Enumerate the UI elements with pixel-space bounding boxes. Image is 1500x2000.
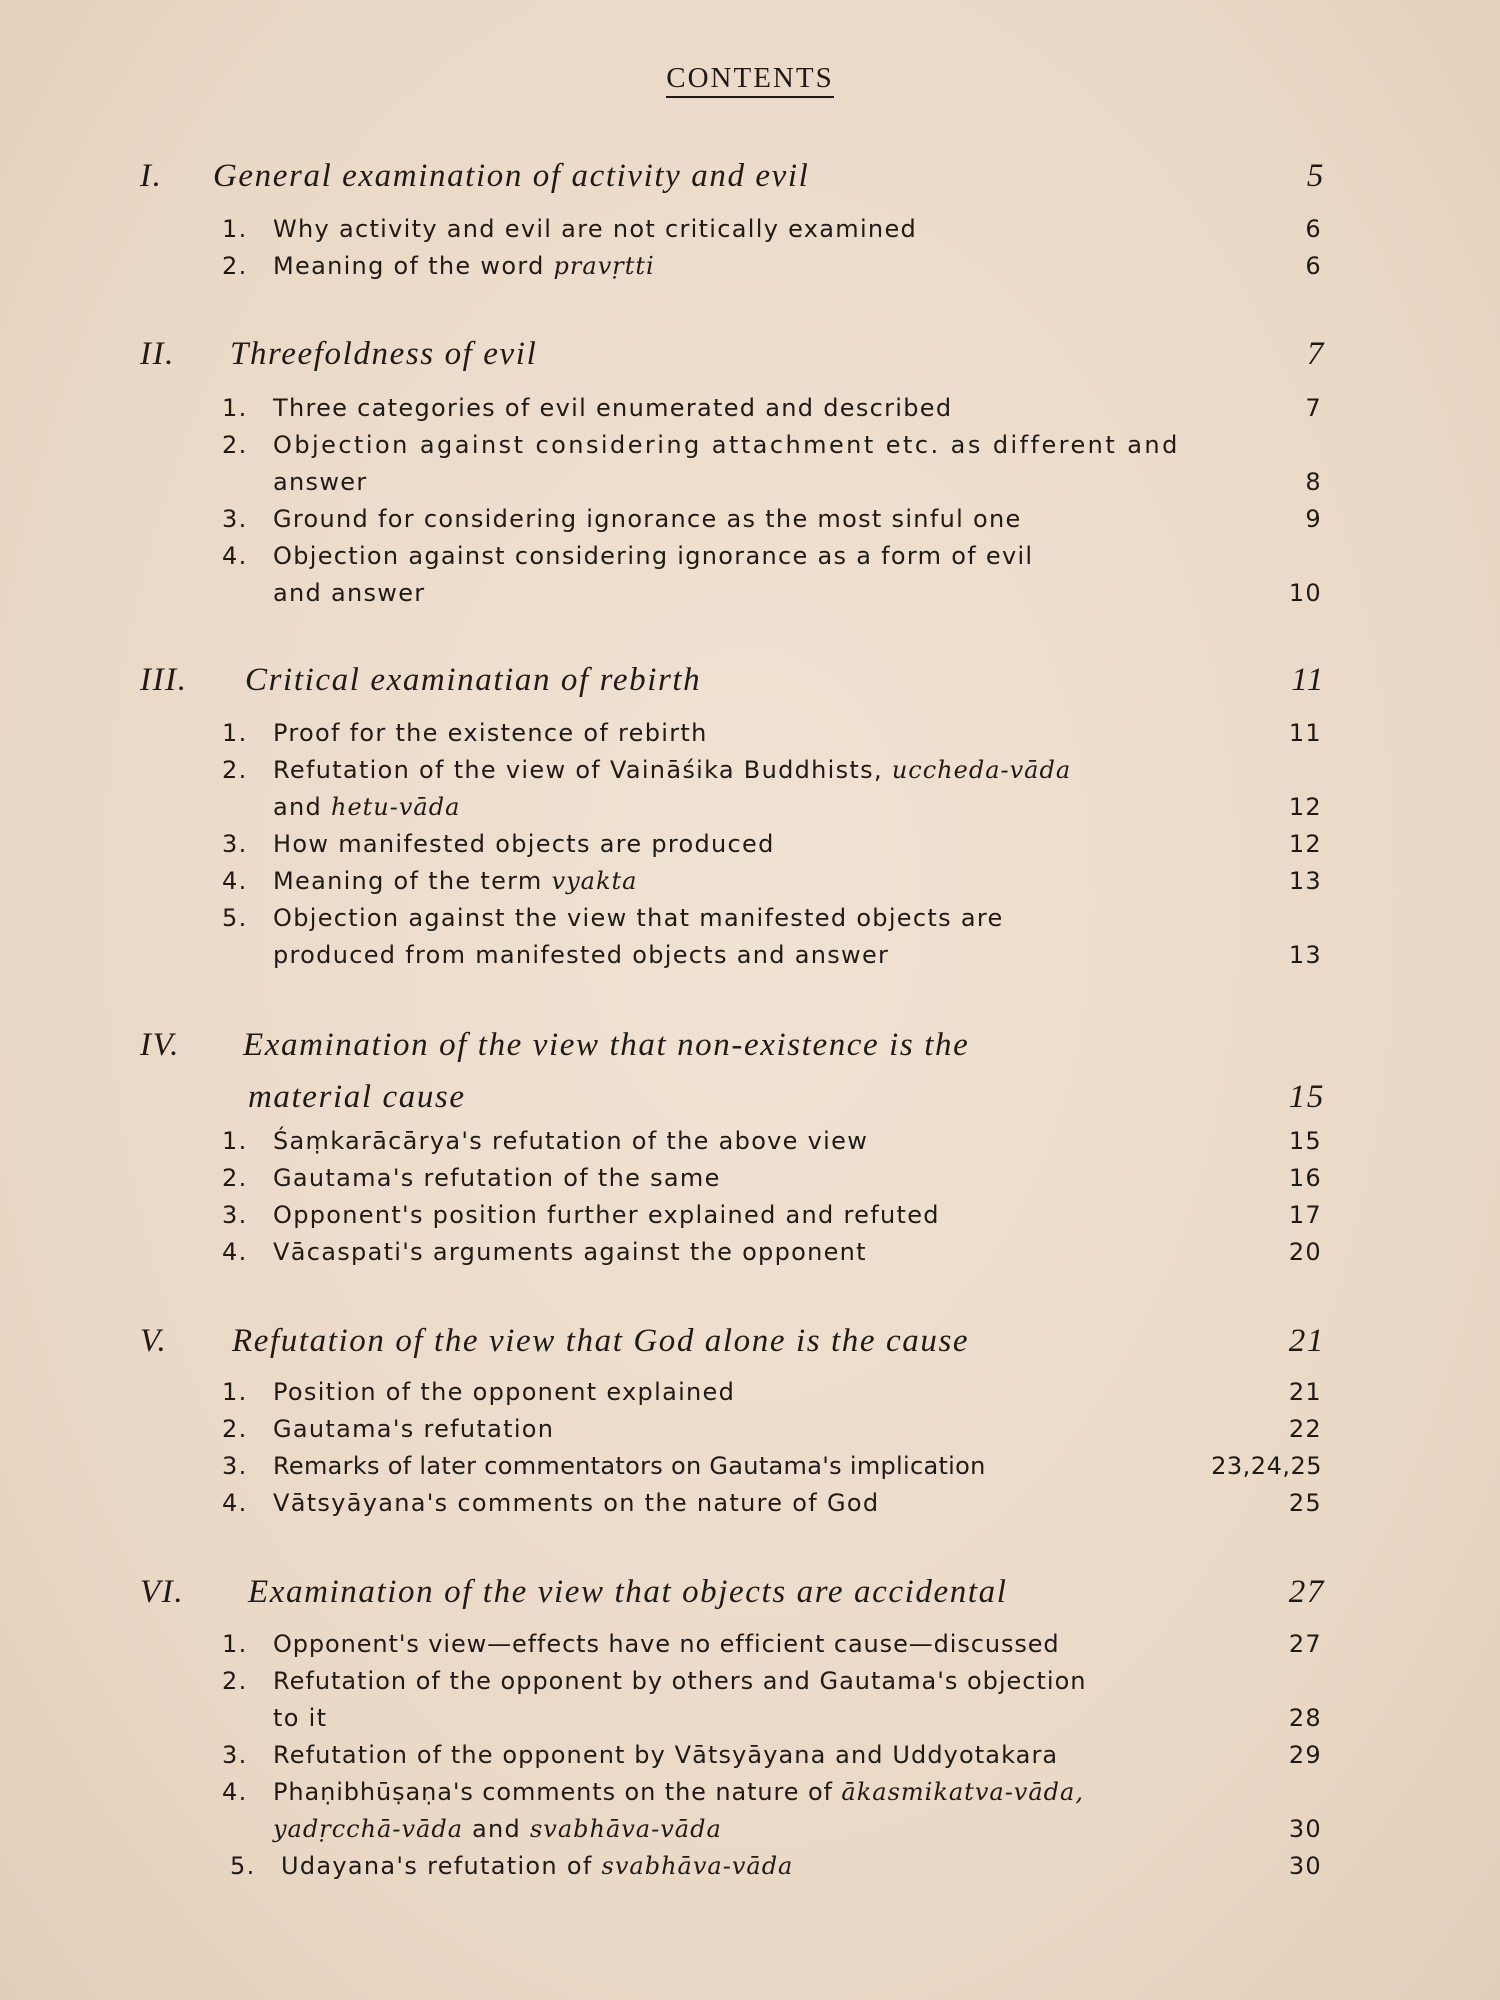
section-page: 7	[1306, 336, 1325, 372]
section-page: 21	[1288, 1323, 1325, 1359]
section-numeral: VI.	[140, 1574, 185, 1610]
section-numeral: II.	[140, 336, 176, 372]
section-page: 11	[1291, 662, 1325, 698]
section-page: 15	[1288, 1079, 1325, 1115]
section-title: Examination of the view that non-existence is the	[243, 1027, 970, 1063]
section-heading	[140, 336, 1325, 380]
page: CONTENTS I. General examination of activity and evil 5 1. Why activity and evil are not critically examined 6 2. Meaning of the word pravṛtti 6 II. Threefoldness of evil 7 1. Three categories of evil enumerated and described 7 2. Objection against considering attachment etc. as different and answer 8 3. Ground for considering ignorance as the most sinful one 9 4. Objection against considering ignorance as a form of evil and answer 10 III. Critical examinatian of rebirth 11 1. Proof for the existence of rebirth 11 2. Refutation of the view of Vaināśika Buddhists, uccheda-vāda and hetu-vāda 12 3. How manifested objects are produced 12 4. Meaning of the term vyakta 13 5. Objection against the view that manifested objects are produced from manifested objects and answer 13 IV. Examination of the view that non-existence is the material cause 15 1. Śaṃkarācārya's refutation of the above view 15 2. Gautama's refutation of the same 16 3. Opponent's position further explained and refuted 17 4. Vācaspati's arguments against the opponent 20 V. Refutation of the view that God alone is the cause 21 1. Position of the opponent explained 21 2. Gautama's refutation 22 3. Remarks of later commentators on Gautama's implication 23,24,25 4. Vātsyāyana's comments on the nature of God 25 VI. Examination of the view that objects are accidental 27 1. Opponent's view—effects have no efficient cause—discussed 27 2. Refutation of the opponent by others and Gautama's objection to it 28 3. Refutation of the opponent by Vātsyāyana and Uddyotakara 29 4. Phaṇibhūṣaṇa's comments on the nature of ākasmikatva-vāda, yadṛcchā-vāda and svabhāva-vāda 30 5. Udayana's refutation of svabhāva-vāda 30	[0, 0, 1500, 2000]
section-heading	[140, 1027, 1325, 1127]
page-title: CONTENTS	[0, 62, 1500, 95]
section-heading	[140, 1574, 1325, 1618]
section-heading	[140, 158, 1325, 202]
section-title: Examination of the view that objects are accidental	[248, 1574, 1008, 1610]
section-title: General examination of activity and evil	[213, 158, 810, 194]
section-heading	[140, 1323, 1325, 1367]
section-title: Critical examinatian of rebirth	[245, 662, 702, 698]
section-page: 5	[1306, 158, 1325, 194]
section-page: 27	[1288, 1574, 1325, 1610]
section-title-continued: material cause	[248, 1079, 466, 1115]
section-title: Refutation of the view that God alone is the cause	[232, 1323, 970, 1359]
section-numeral: V.	[140, 1323, 168, 1359]
section-numeral: IV.	[140, 1027, 180, 1063]
section-numeral: I.	[140, 158, 163, 194]
section-title: Threefoldness of evil	[230, 336, 538, 372]
section-numeral: III.	[140, 662, 188, 698]
section-heading	[140, 662, 1325, 706]
